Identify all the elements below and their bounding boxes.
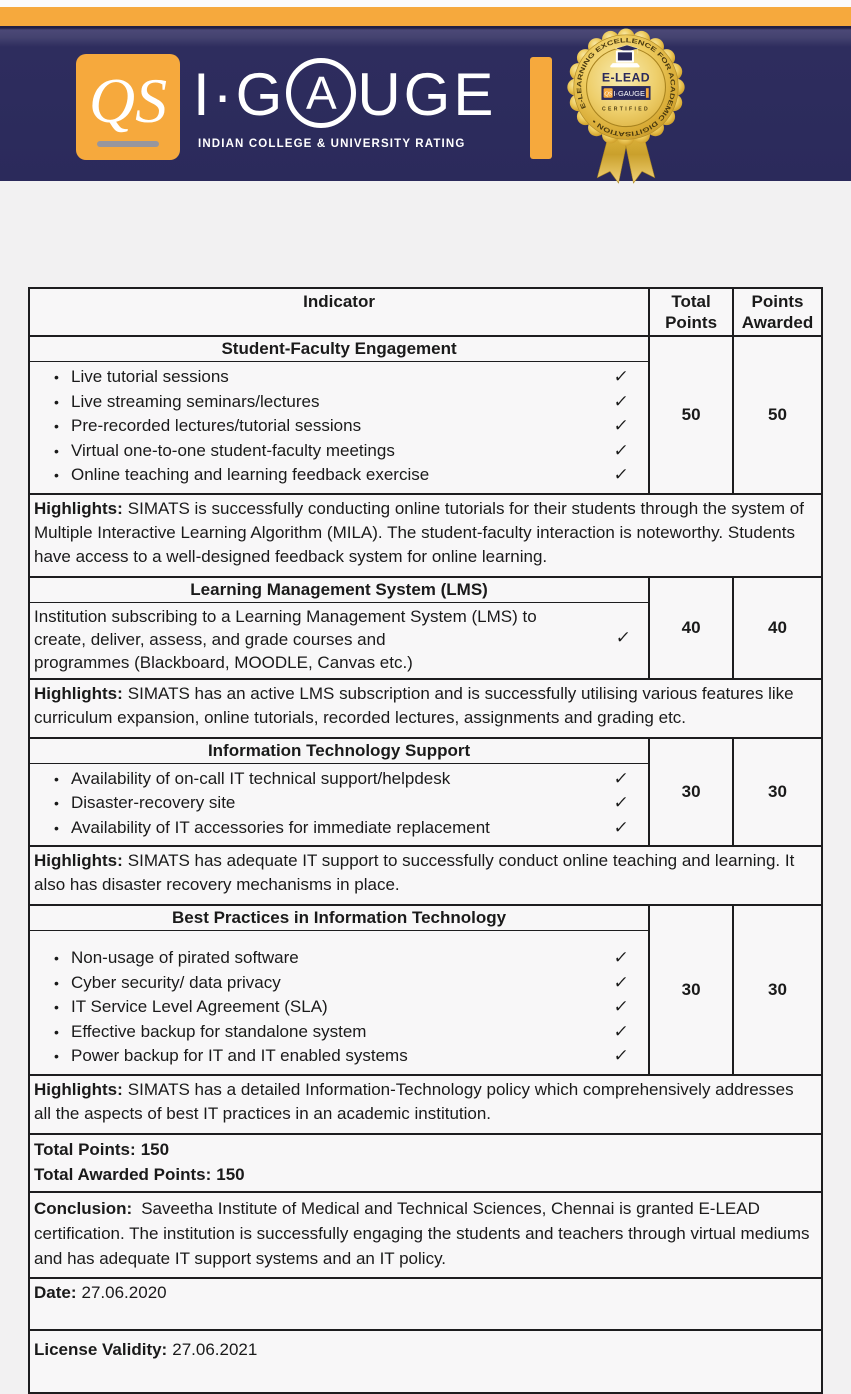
points-awarded-cell: 30 xyxy=(733,738,822,847)
checkmark-icon: ✓ xyxy=(612,997,630,1016)
indicator-item-label: Pre-recorded lectures/tutorial sessions xyxy=(71,416,362,435)
bullet-icon: • xyxy=(54,467,59,483)
section-heading: Best Practices in Information Technology xyxy=(29,905,649,931)
indicator-item-label: Live tutorial sessions xyxy=(71,367,229,386)
badge-certified-text: CERTIFIED xyxy=(601,106,651,113)
highlights-text: SIMATS is successfully conducting online tutorials for their students through the system of Multiple Interactive Learning Algorithm (MILA). The student-faculty interaction is noteworthy. Students have access to a well-designed feedback system for online learning. xyxy=(34,498,804,566)
indicator-item-label: Effective backup for standalone system xyxy=(71,1021,367,1041)
highlights-label: Highlights: xyxy=(34,1079,123,1099)
circled-a-icon xyxy=(286,58,356,128)
highlights-text: SIMATS has a detailed Information-Technology policy which comprehensively addresses all the aspects of best IT practices in an academic institution. xyxy=(34,1079,794,1123)
qs-logo-underline xyxy=(97,141,159,147)
total-points-cell: 30 xyxy=(649,738,733,847)
checkmark-icon: ✓ xyxy=(612,416,630,435)
checkmark-icon: ✓ xyxy=(612,1021,630,1041)
bullet-icon: • xyxy=(54,1023,59,1040)
license-validity-value: 27.06.2021 xyxy=(172,1339,258,1359)
checkmark-icon: ✓ xyxy=(612,817,630,837)
column-header-total-points: Total Points xyxy=(649,288,733,336)
badge-ring-text: E-LEARNING EXCELLENCE FOR ACADEMIC DIGITISATION • xyxy=(576,37,676,138)
indicator-item-label: Disaster-recovery site xyxy=(71,793,236,812)
bullet-icon: • xyxy=(54,442,59,459)
indicator-item-label: Online teaching and learning feedback exercise xyxy=(71,465,430,484)
column-header-indicator: Indicator xyxy=(29,288,649,336)
checkmark-icon: ✓ xyxy=(612,465,630,484)
bullet-icon: • xyxy=(54,418,59,434)
bullet-icon: • xyxy=(54,770,59,787)
indicator-item xyxy=(30,439,648,464)
badge-mini-text: I·GAUGE xyxy=(613,88,645,98)
total-points-value: 150 xyxy=(140,1139,170,1159)
date-value: 27.06.2020 xyxy=(81,1282,167,1302)
total-awarded-points-value: 150 xyxy=(216,1164,245,1184)
indicator-item-label: Availability of IT accessories for immediate replacement xyxy=(71,817,490,837)
total-points-cell: 40 xyxy=(649,577,733,679)
section-heading-row xyxy=(29,336,822,362)
indicator-item-label: Availability of on-call IT technical support/helpdesk xyxy=(71,768,451,788)
indicator-item xyxy=(30,946,648,971)
checkmark-icon: ✓ xyxy=(612,367,630,386)
indicator-paragraph-line: Institution subscribing to a Learning Management System (LMS) to xyxy=(34,606,537,626)
indicator-item xyxy=(30,390,648,415)
checkmark-icon: ✓ xyxy=(612,768,630,788)
bullet-icon: • xyxy=(54,393,59,410)
top-orange-bar xyxy=(0,7,851,26)
wordmark-a: A xyxy=(305,67,337,119)
e-lead-badge xyxy=(562,21,690,187)
highlights-text: SIMATS has an active LMS subscription and is successfully utilising various features like curriculum expansion, online tutorials, recorded lectures, assignments and grading etc. xyxy=(34,683,794,727)
bullet-icon: • xyxy=(54,819,59,836)
i-gauge-wordmark xyxy=(193,56,496,134)
indicator-item-label: Virtual one-to-one student-faculty meetings xyxy=(71,440,395,460)
points-awarded-cell: 30 xyxy=(733,905,822,1075)
indicator-item xyxy=(30,414,648,439)
brand-subtitle: INDIAN COLLEGE & UNIVERSITY RATING xyxy=(198,138,466,150)
bullet-icon: • xyxy=(54,950,59,966)
indicator-item xyxy=(30,995,648,1020)
indicator-item xyxy=(30,463,648,488)
conclusion-text: Saveetha Institute of Medical and Technical Sciences, Chennai is granted E-LEAD certification. The institution is successfully engaging the students and teachers through virtual mediums and has adequate IT support systems and an IT policy. xyxy=(34,1198,810,1268)
points-awarded-cell: 40 xyxy=(733,577,822,679)
highlights-row xyxy=(29,679,822,738)
total-points-cell: 30 xyxy=(649,905,733,1075)
header-banner xyxy=(0,26,851,181)
indicator-paragraph-line: create, deliver, assess, and grade courses and xyxy=(34,629,386,649)
checkmark-icon: ✓ xyxy=(612,972,630,992)
top-white-strip xyxy=(0,0,851,7)
indicator-item-label: IT Service Level Agreement (SLA) xyxy=(71,997,328,1016)
bullet-icon: • xyxy=(54,1048,59,1064)
checkmark-icon: ✓ xyxy=(612,948,630,967)
bullet-icon: • xyxy=(54,795,59,811)
indicator-item xyxy=(30,1020,648,1045)
wordmark-left: I·G xyxy=(193,61,286,128)
bullet-icon: • xyxy=(54,999,59,1015)
indicator-paragraph xyxy=(29,602,649,679)
bullet-icon: • xyxy=(54,369,59,385)
indicator-item-label: Power backup for IT and IT enabled systems xyxy=(71,1046,408,1065)
indicator-item xyxy=(30,1044,648,1069)
rating-table xyxy=(28,287,823,1394)
badge-mini-logo xyxy=(601,86,650,100)
checkmark-icon: ✓ xyxy=(612,440,630,460)
total-awarded-points-line xyxy=(34,1162,811,1187)
highlights-text: SIMATS has adequate IT support to successfully conduct online teaching and learning. It also has disaster recovery mechanisms in place. xyxy=(34,851,795,894)
indicator-item-label: Cyber security/ data privacy xyxy=(71,972,281,992)
highlights-label: Highlights: xyxy=(34,498,123,518)
highlights-row xyxy=(29,846,822,905)
date-row xyxy=(29,1278,822,1330)
highlights-row xyxy=(29,1075,822,1134)
column-header-points-awarded: Points Awarded xyxy=(733,288,822,336)
badge-title: E-LEAD xyxy=(601,70,651,85)
total-awarded-points-label: Total Awarded Points: xyxy=(34,1164,212,1184)
conclusion-row xyxy=(29,1192,822,1278)
section-heading-row xyxy=(29,905,822,931)
section-heading: Learning Management System (LMS) xyxy=(29,577,649,603)
qs-logo xyxy=(76,54,180,160)
indicator-item-label: Non-usage of pirated software xyxy=(71,948,299,967)
bullet-icon: • xyxy=(54,974,59,991)
qs-logo-text: QS xyxy=(88,65,168,136)
total-points-cell: 50 xyxy=(649,336,733,494)
date-label: Date: xyxy=(34,1282,77,1302)
section-heading: Information Technology Support xyxy=(29,738,649,764)
indicator-paragraph-line: programmes (Blackboard, MOODLE, Canvas etc.) xyxy=(34,652,413,672)
indicator-item xyxy=(30,365,648,390)
highlights-label: Highlights: xyxy=(34,683,123,703)
indicator-item xyxy=(30,971,648,996)
indicator-item-label: Live streaming seminars/lectures xyxy=(71,391,320,411)
badge-mini-qs: QS xyxy=(604,90,613,98)
license-validity-row xyxy=(29,1330,822,1393)
table-header-row xyxy=(29,288,822,336)
total-points-line xyxy=(34,1137,811,1162)
checkmark-icon: ✓ xyxy=(612,391,630,411)
wordmark-right: UGE xyxy=(357,61,497,128)
indicator-item xyxy=(30,816,648,841)
section-heading-row xyxy=(29,738,822,764)
checkmark-icon: ✓ xyxy=(612,1046,630,1065)
license-validity-label: License Validity: xyxy=(34,1339,168,1359)
total-points-label: Total Points: xyxy=(34,1139,136,1159)
totals-row xyxy=(29,1134,822,1192)
indicator-item xyxy=(30,791,648,816)
checkmark-icon: ✓ xyxy=(614,628,632,648)
orange-divider-bar xyxy=(530,57,552,159)
indicator-item xyxy=(30,767,648,792)
section-heading: Student-Faculty Engagement xyxy=(29,336,649,362)
highlights-label: Highlights: xyxy=(34,851,123,870)
checkmark-icon: ✓ xyxy=(612,793,630,812)
conclusion-label: Conclusion: xyxy=(34,1198,133,1218)
points-awarded-cell: 50 xyxy=(733,336,822,494)
highlights-row xyxy=(29,494,822,577)
section-heading-row xyxy=(29,577,822,603)
